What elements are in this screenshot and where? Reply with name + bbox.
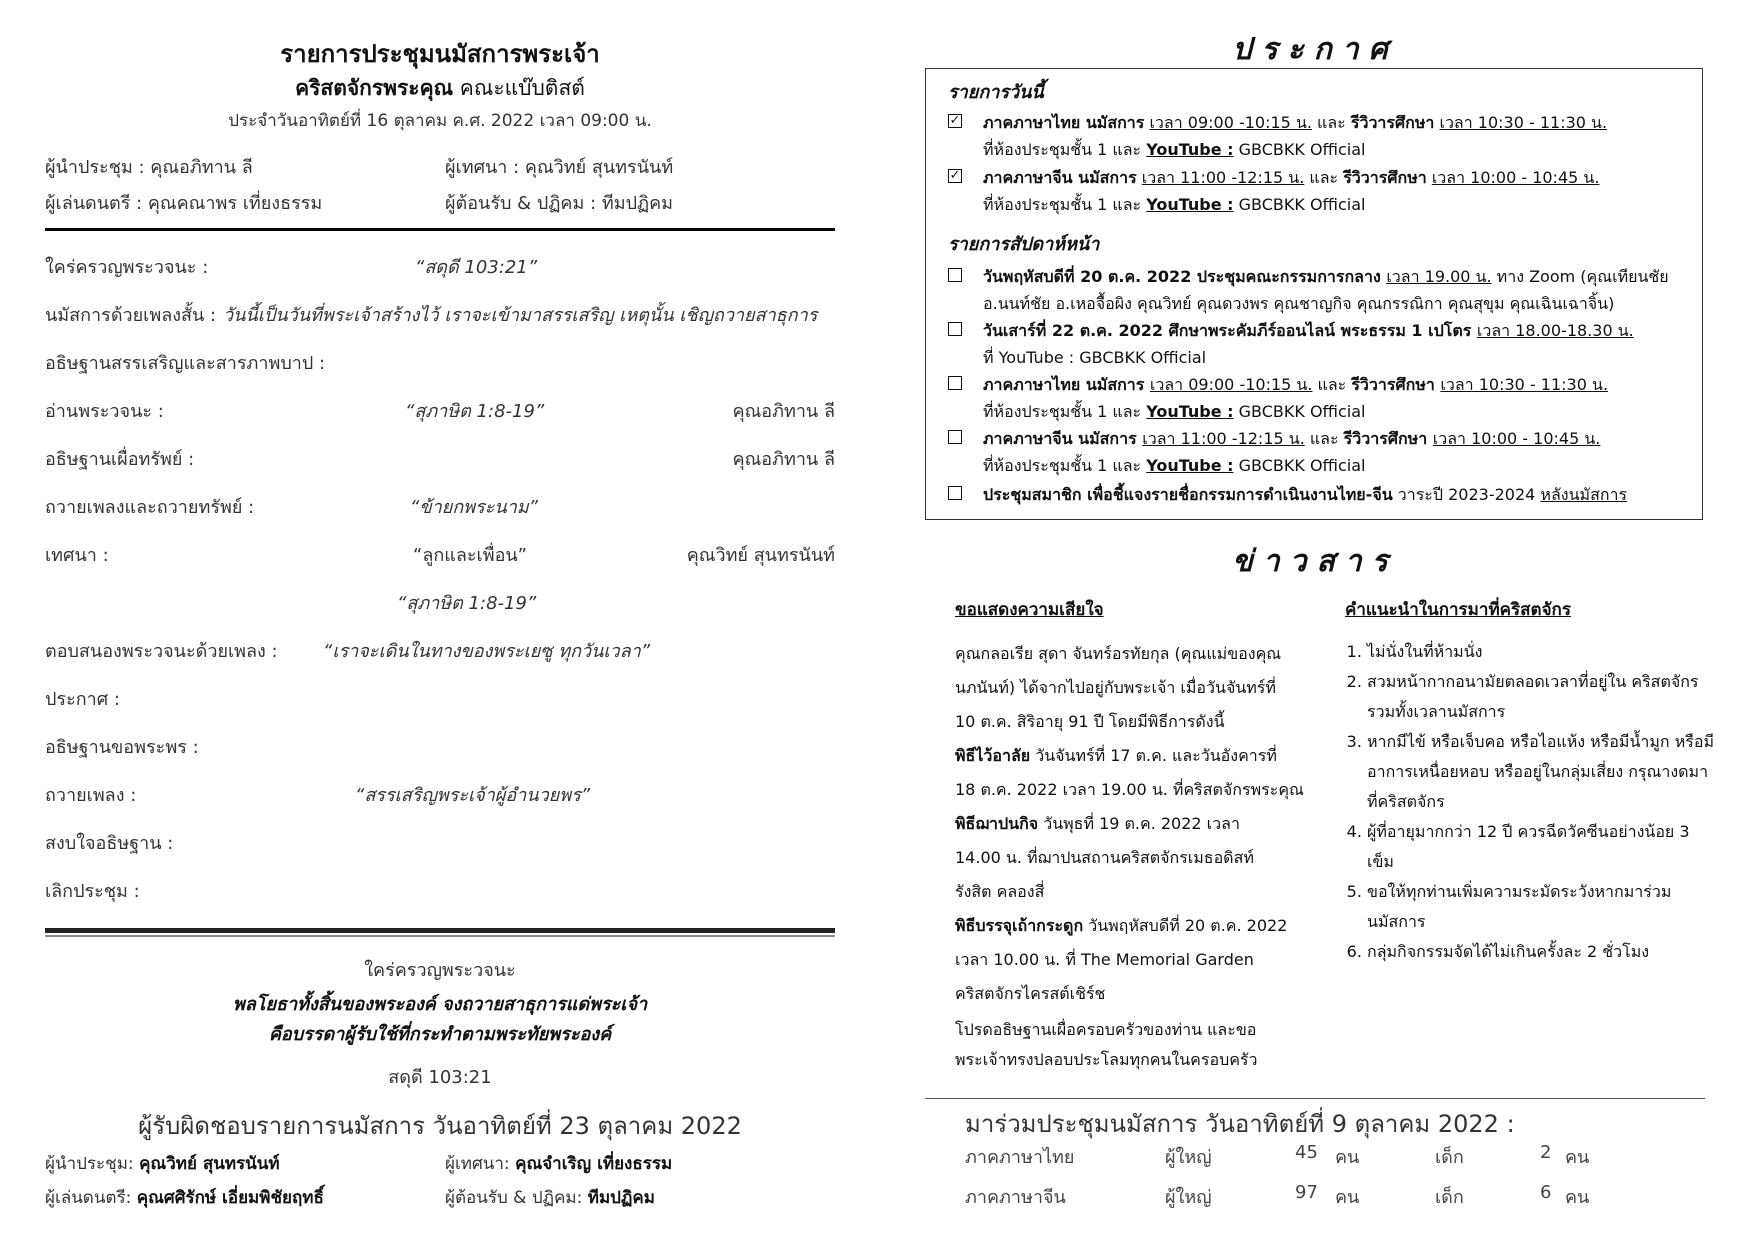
- rite-item: พิธีไว้อาลัย วันจันทร์ที่ 17 ต.ค. และวันอังคารที่: [955, 746, 1277, 765]
- contemplation-verse: [45, 990, 835, 1050]
- child-count: 6: [1540, 1182, 1552, 1203]
- order-item-label: อ่านพระวจนะ :: [45, 401, 164, 422]
- guideline-item: 6. กลุ่มกิจกรรมจัดได้ไม่เกินครั้งละ 2 ชั่วโมง: [1367, 937, 1715, 967]
- church-name-bold: คริสตจักรพระคุณ: [295, 76, 454, 100]
- empty-checkbox-icon: [948, 268, 962, 282]
- order-item: [45, 300, 835, 330]
- order-item: [45, 540, 835, 570]
- next-week-item: ภาคภาษาจีน นมัสการ เวลา 11:00 -12:15 น. และ รีวิวารศึกษา เวลา 10:00 - 10:45 น. ที่ห้องประชุมชั้น 1 และ YouTube : GBCBKK Official: [948, 425, 1688, 479]
- child-label: เด็ก: [1435, 1147, 1464, 1168]
- order-item: [45, 732, 835, 762]
- order-item-detail: “สดุดี 103:21”: [415, 257, 538, 278]
- unit-label: คน: [1565, 1187, 1590, 1208]
- section-divider-thin: [45, 935, 835, 937]
- attendance-row: [965, 1142, 1665, 1176]
- rite-item: พิธีฌาปนกิจ วันพุธที่ 19 ต.ค. 2022 เวลา: [955, 814, 1240, 833]
- order-item-detail: “สุภาษิต 1:8-19”: [397, 593, 537, 614]
- unit-label: คน: [1335, 1187, 1360, 1208]
- order-item-detail: วันนี้เป็นวันที่พระเจ้าสร้างไว้ เราจะเข้ามาสรรเสริญ เหตุนั้น เชิญถวายสาธุการ: [223, 305, 818, 326]
- order-item-detail: “สุภาษิต 1:8-19”: [405, 401, 545, 422]
- header-divider: [45, 228, 835, 231]
- order-item-detail: “ข้ายกพระนาม”: [410, 497, 538, 518]
- today-item: ✓ ภาคภาษาจีน นมัสการ เวลา 11:00 -12:15 น. และ รีวิวารศึกษา เวลา 10:00 - 10:45 น. ที่ห้องประชุมชั้น 1 และ YouTube : GBCBKK Official: [949, 168, 1600, 214]
- next-week-heading: รายการสัปดาห์หน้า: [948, 234, 1100, 255]
- unit-label: คน: [1565, 1147, 1590, 1168]
- guideline-item: 3. หากมีไข้ หรือเจ็บคอ หรือไอแห้ง หรือมีน้ำมูก หรือมีอาการเหนื่อยหอบ หรืออยู่ในกลุ่มเสี่ยง กรุณางดมาที่คริสตจักร: [1367, 727, 1715, 817]
- announcements-box: [925, 68, 1703, 520]
- order-item-label: ใคร่ครวญพระวจนะ :: [45, 257, 209, 278]
- contemplation-reference: สดุดี 103:21: [388, 1067, 492, 1088]
- guidelines-list: [1345, 637, 1715, 967]
- order-item-label: เลิกประชุม :: [45, 881, 140, 902]
- order-item-person: คุณอภิทาน ลี: [732, 401, 835, 422]
- order-item: [45, 588, 835, 618]
- news-heading: ข่าวสาร: [1232, 544, 1398, 579]
- condolence-heading: ขอแสดงความเสียใจ: [955, 600, 1104, 620]
- next-week-title: ผู้รับผิดชอบรายการนมัสการ วันอาทิตย์ที่ 23 ตุลาคม 2022: [138, 1112, 742, 1140]
- next-week-item: ภาคภาษาไทย นมัสการ เวลา 09:00 -10:15 น. และ รีวิวารศึกษา เวลา 10:30 - 11:30 น. ที่ห้องประชุมชั้น 1 และ YouTube : GBCBKK Official: [948, 371, 1688, 425]
- next-week-item: วันเสาร์ที่ 22 ต.ค. 2022 ศึกษาพระคัมภีร์ออนไลน์ พระธรรม 1 เปโตร เวลา 18.00-18.30 น. ที่ YouTube : GBCBKK Official: [948, 317, 1688, 371]
- church-denomination: คณะแบ๊บติสต์: [459, 76, 585, 100]
- attendance-group: ภาคภาษาไทย: [965, 1147, 1075, 1168]
- order-item-label: ถวายเพลง :: [45, 785, 137, 806]
- adult-label: ผู้ใหญ่: [1165, 1187, 1212, 1208]
- today-heading: รายการวันนี้: [948, 82, 1044, 103]
- order-item-label: อธิษฐานสรรเสริญและสารภาพบาป :: [45, 353, 326, 374]
- contemplation-label: ใคร่ครวญพระวจนะ: [364, 960, 516, 981]
- section-divider: [45, 928, 835, 933]
- order-item-label: ถวายเพลงและถวายทรัพย์ :: [45, 497, 255, 518]
- empty-checkbox-icon: [948, 376, 962, 390]
- empty-checkbox-icon: [948, 486, 962, 500]
- contemplation-line-2: คือบรรดาผู้รับใช้ที่กระทำตามพระทัยพระองค์: [268, 1024, 612, 1045]
- order-item-label: ประกาศ :: [45, 689, 120, 710]
- order-item: [45, 636, 835, 666]
- checked-box-icon: ✓: [949, 168, 961, 183]
- order-item-label: อธิษฐานขอพระพร :: [45, 737, 199, 758]
- order-item: [45, 444, 835, 474]
- order-item: [45, 780, 835, 810]
- staff-ushers: ผู้ต้อนรับ & ปฏิคม : ทีมปฏิคม: [445, 193, 673, 214]
- next-week-item: ประชุมสมาชิก เพื่อชี้แจงรายชื่อกรรมการดำเนินงานไทย-จีน วาระปี 2023-2024 หลังนมัสการ: [948, 481, 1688, 508]
- order-item-detail: “เราจะเดินในทางของพระเยซู ทุกวันเวลา”: [323, 641, 651, 662]
- order-item: [45, 828, 835, 858]
- order-item-label: สงบใจอธิษฐาน :: [45, 833, 174, 854]
- order-item-label: เทศนา :: [45, 545, 109, 566]
- adult-count: 97: [1295, 1182, 1318, 1203]
- order-title: รายการประชุมนมัสการพระเจ้า: [280, 40, 600, 68]
- guidelines-section: [1345, 596, 1715, 967]
- guideline-item: 4. ผู้ที่อายุมากกว่า 12 ปี ควรฉีดวัคซีนอย่างน้อย 3 เข็ม: [1367, 817, 1715, 877]
- adult-count: 45: [1295, 1142, 1318, 1163]
- church-name: [45, 72, 835, 105]
- order-item-person: คุณวิทย์ สุนทรนันท์: [686, 545, 835, 566]
- attendance-title: มาร่วมประชุมนมัสการ วันอาทิตย์ที่ 9 ตุลาคม 2022 :: [965, 1110, 1515, 1138]
- attendance-row: [965, 1182, 1665, 1216]
- adult-label: ผู้ใหญ่: [1165, 1147, 1212, 1168]
- order-item: [45, 396, 835, 426]
- next-staff-preacher: ผู้เทศนา: คุณจำเริญ เที่ยงธรรม: [445, 1154, 673, 1174]
- order-item-person: คุณอภิทาน ลี: [732, 449, 835, 470]
- order-item-detail: “สรรเสริญพระเจ้าผู้อำนวยพร”: [355, 785, 591, 806]
- order-item-label: ตอบสนองพระวจนะด้วยเพลง :: [45, 641, 278, 662]
- prayer-request: โปรดอธิษฐานเผื่อครอบครัวของท่าน และขอ พระเจ้าทรงปลอบประโลมทุกคนในครอบครัว: [955, 1020, 1258, 1069]
- staff-musician: ผู้เล่นดนตรี : คุณคณาพร เที่ยงธรรม: [45, 193, 323, 214]
- service-date: ประจำวันอาทิตย์ที่ 16 ตุลาคม ค.ศ. 2022 เวลา 09:00 น.: [228, 111, 652, 131]
- rite-item: พิธีบรรจุเถ้ากระดูก วันพฤหัสบดีที่ 20 ต.ค. 2022: [955, 916, 1288, 935]
- empty-checkbox-icon: [948, 430, 962, 444]
- guideline-item: 1. ไม่นั่งในที่ห้ามนั่ง: [1367, 637, 1715, 667]
- contemplation-line-1: พลโยธาทั้งสิ้นของพระองค์ จงถวายสาธุการแด่พระเจ้า: [232, 994, 648, 1015]
- order-item-label: อธิษฐานเผื่อทรัพย์ :: [45, 449, 195, 470]
- child-label: เด็ก: [1435, 1187, 1464, 1208]
- checked-box-icon: ✓: [949, 113, 961, 128]
- next-staff-musician: ผู้เล่นดนตรี: คุณศศิรักษ์ เอี่ยมพิชัยฤทธิ์: [45, 1188, 324, 1208]
- announcements-heading: ประกาศ: [1232, 32, 1398, 67]
- order-item-detail: “ลูกและเพื่อน”: [413, 545, 528, 566]
- condolence-text: คุณกลอเรีย สุดา จันทร์อรทัยกุล (คุณแม่ของคุณ นภนันท์) ได้จากไปอยู่กับพระเจ้า เมื่อวันจันทร์ที่ 10 ต.ค. สิริอายุ 91 ปี โดยมีพิธีการดังนี้ พิธีไว้อาลัย วันจันทร์ที่ 17 ต.ค. และวันอังคารที่ 18 ต.ค. 2022 เวลา 19.00 น. ที่คริสตจักรพระคุณ พิธีฌาปนกิจ วันพุธที่ 19 ต.ค. 2022 เวลา 14.00 น. ที่ฌาปนสถานคริสตจักรเมธอดิสท์ รังสิต คลองสี่ พิธีบรรจุเถ้ากระดูก วันพฤหัสบดีที่ 20 ต.ค. 2022 เวลา 10.00 น. ที่ The Memorial Garden คริสตจักรไครสต์เชิร์ช โปรดอธิษฐานเผื่อครอบครัวของท่าน และขอ พระเจ้าทรงปลอบประโลมทุกคนในครอบครัว: [955, 637, 1325, 1075]
- attendance-divider: [925, 1098, 1705, 1099]
- order-item: [45, 876, 835, 906]
- guideline-item: 2. สวมหน้ากากอนามัยตลอดเวลาที่อยู่ใน คริสตจักร รวมทั้งเวลานมัสการ: [1367, 667, 1715, 727]
- order-item-label: นมัสการด้วยเพลงสั้น :: [45, 305, 217, 326]
- unit-label: คน: [1335, 1147, 1360, 1168]
- today-item: ✓ ภาคภาษาไทย นมัสการ เวลา 09:00 -10:15 น. และ รีวิวารศึกษา เวลา 10:30 - 11:30 น. ที่ห้องประชุมชั้น 1 และ YouTube : GBCBKK Official: [949, 113, 1608, 159]
- order-item: [45, 348, 835, 378]
- empty-checkbox-icon: [948, 322, 962, 336]
- order-item: [45, 492, 835, 522]
- order-item: [45, 252, 835, 282]
- staff-preacher: ผู้เทศนา : คุณวิทย์ สุนทรนันท์: [445, 157, 674, 178]
- next-staff-leader: ผู้นำประชุม: คุณวิทย์ สุนทรนันท์: [45, 1154, 280, 1174]
- staff-leader: ผู้นำประชุม : คุณอภิทาน ลี: [45, 157, 253, 178]
- order-item: [45, 684, 835, 714]
- guideline-item: 5. ขอให้ทุกท่านเพิ่มความระมัดระวังหากมาร่วม นมัสการ: [1367, 877, 1715, 937]
- guidelines-heading: คำแนะนำในการมาที่คริสตจักร: [1345, 600, 1571, 620]
- next-week-item: วันพฤหัสบดีที่ 20 ต.ค. 2022 ประชุมคณะกรรมการกลาง เวลา 19.00 น. ทาง Zoom (คุณเทียนชัย อ.นนท์ชัย อ.เหอจื้อผิง คุณวิทย์ คุณดวงพร คุณชาญกิจ คุณกรรณิกา คุณสุขุม คุณเฉินเฉาจิ้น): [948, 263, 1688, 317]
- attendance-group: ภาคภาษาจีน: [965, 1187, 1066, 1208]
- condolence-section: [955, 596, 1325, 1075]
- next-staff-ushers: ผู้ต้อนรับ & ปฏิคม: ทีมปฏิคม: [445, 1188, 655, 1208]
- child-count: 2: [1540, 1142, 1552, 1163]
